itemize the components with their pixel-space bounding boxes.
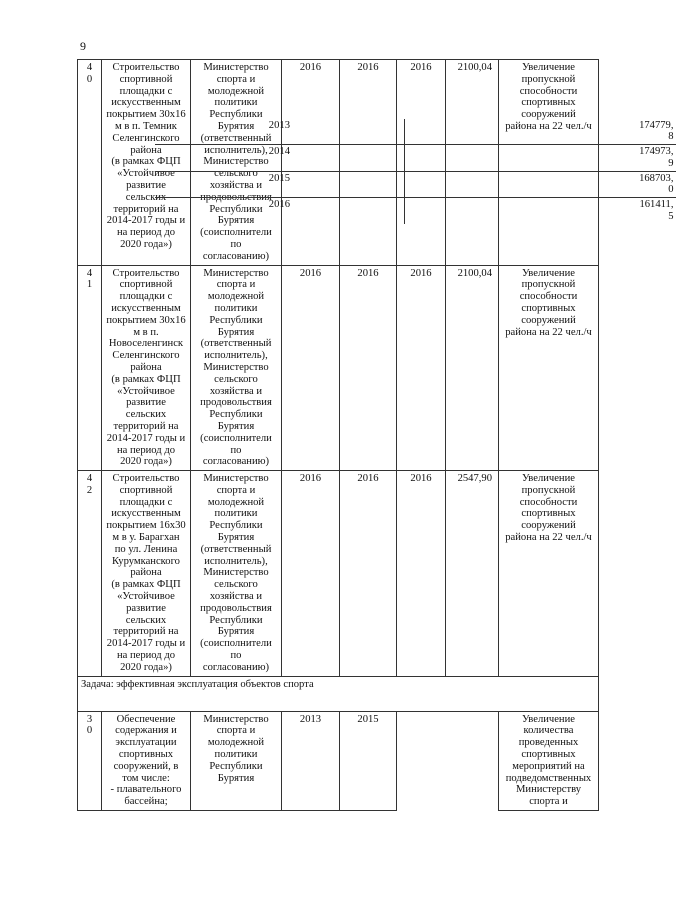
row-number: 3 0 [78,711,102,810]
financing-row [155,171,676,198]
financing-amount: 168703, 0 [405,171,676,198]
row-number: 4 2 [78,471,102,677]
executor: Министерство спорта и молодежной политики Республики Бурятия (ответственный исполнитель), Министерство сельского хозяйства и продовольствия Республики Бурятия (соисполнители по согласованию) [191,60,282,266]
expected-result: Увеличение количества проведенных спортивных мероприятий на подведомственных Министерству спорта и [499,711,599,810]
start-year: 2013 [282,711,340,810]
financing-year: 2016 [397,60,446,266]
end-year: 2016 [340,265,397,471]
expected-result: Увеличение пропускной способности спортивных сооружений района на 22 чел./ч [499,60,599,266]
start-year: 2016 [282,471,340,677]
financing-year: 2016 [155,198,405,224]
financing-year: 2015 [155,171,405,198]
financing-year: 2013 [155,119,405,145]
financing-amount: 174973, 9 [405,145,676,172]
end-year: 2015 [340,711,397,810]
financing-amount: 2100,04 [446,265,499,471]
table-row [78,471,599,677]
expected-result: Увеличение пропускной способности спортивных сооружений района на 22 чел./ч [499,265,599,471]
financing-amount: 174779, 8 [405,119,676,145]
executor: Министерство спорта и молодежной политики Республики Бурятия [191,711,282,810]
yearly-financing-table [155,119,676,224]
program-table [77,59,674,811]
task-row [78,676,599,711]
financing-amount: 2100,04 [446,60,499,266]
financing-year: 2016 [397,265,446,471]
end-year: 2016 [340,60,397,266]
task-heading: Задача: эффективная эксплуатация объектов спорта [78,676,599,711]
financing-row [155,119,676,145]
page-number: 9 [80,39,86,53]
event-name: Обеспечение содержания и эксплуатации спортивных сооружений, в том числе: - плавательного бассейна; [102,711,191,810]
financing-amount: 2547,90 [446,471,499,677]
financing-row [155,145,676,172]
expected-result: Увеличение пропускной способности спортивных сооружений района на 22 чел./ч [499,471,599,677]
row-number: 4 0 [78,60,102,266]
event-name: Строительство спортивной площадки с искусственным покрытием 30х16 м в п. Новоселенгинск Селенгинского района (в рамках ФЦП «Устойчивое развитие сельских территорий на 2014-2017 годы и на период до 2020 года») [102,265,191,471]
table-row [78,711,599,810]
executor: Министерство спорта и молодежной политики Республики Бурятия (ответственный исполнитель), Министерство сельского хозяйства и продовольствия Республики Бурятия (соисполнители по согласованию) [191,471,282,677]
end-year: 2016 [340,471,397,677]
start-year: 2016 [282,60,340,266]
table-row [78,265,599,471]
financing-amount: 161411, 5 [639,199,674,223]
executor: Министерство спорта и молодежной политики Республики Бурятия (ответственный исполнитель), Министерство сельского хозяйства и продовольствия Республики Бурятия (соисполнители по согласованию) [191,265,282,471]
start-year: 2016 [282,265,340,471]
financing-year: 2016 [397,471,446,677]
event-name: Строительство спортивной площадки с искусственным покрытием 16х30 м в у. Барагхан по ул. Ленина Курумканского района (в рамках ФЦП «Устойчивое развитие сельских территорий на 2014-2017 годы и на период до 2020 года») [102,471,191,677]
financing-row [155,198,676,224]
event-name: Строительство спортивной площадки с искусственным покрытием 30х16 м в п. Темник Селенгинского района (в рамках ФЦП «Устойчивое развитие сельских территорий на 2014-2017 годы и на период до 2020 года») [102,60,191,266]
financing-year: 2014 [155,145,405,172]
row-number: 4 1 [78,265,102,471]
